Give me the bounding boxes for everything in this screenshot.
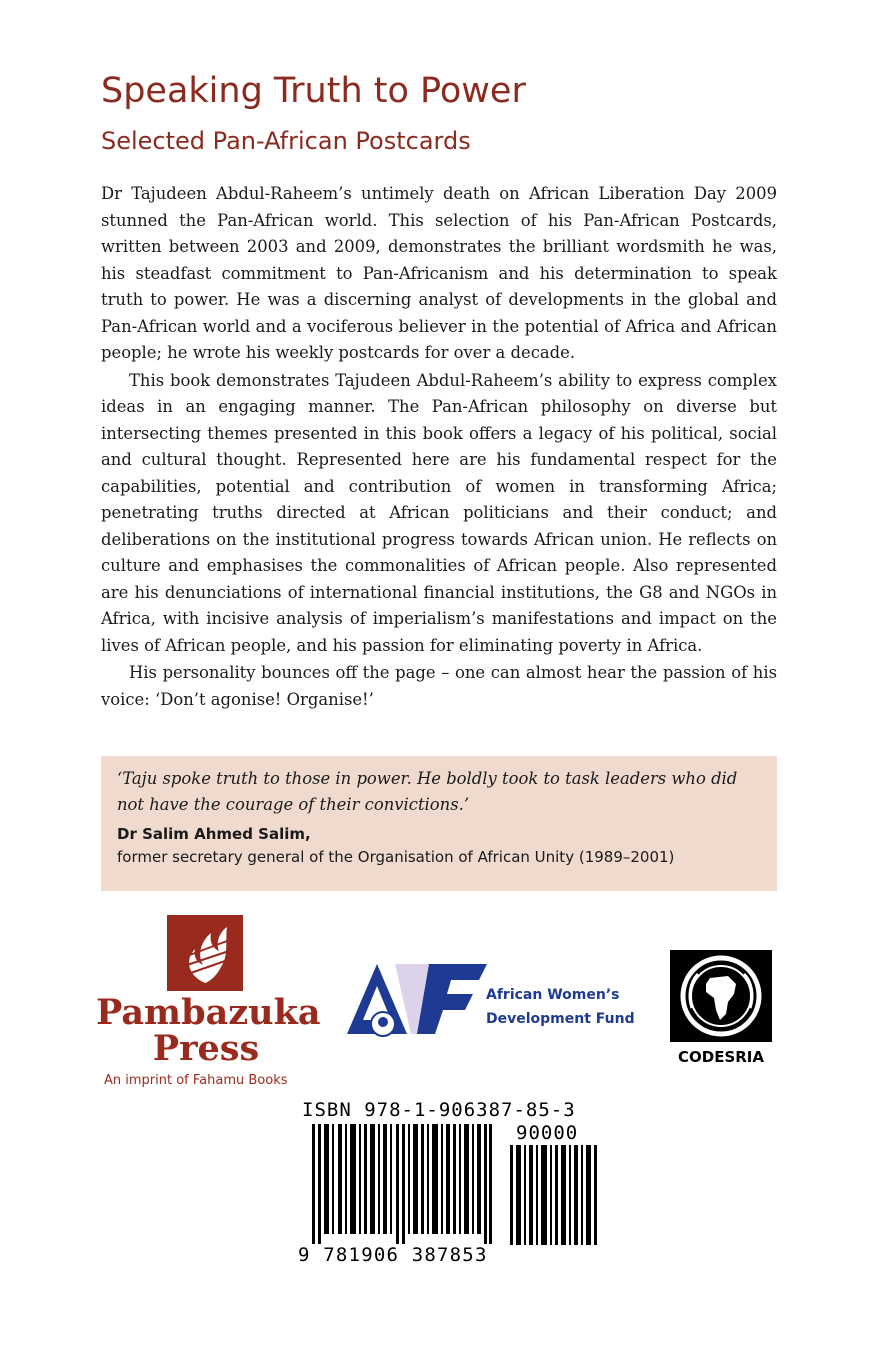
barcode-digits: 9 781906 387853	[298, 1244, 488, 1266]
endorsement-quote: ‘Taju spoke truth to those in power. He boldly took to task leaders who did not have the courage of their convictions.’	[117, 769, 738, 814]
pambazuka-name-line1: Pambazuka	[96, 992, 321, 1033]
blurb-paragraph-1: Dr Tajudeen Abdul-Raheem’s untimely death on African Liberation Day 2009 stunned the Pan-African world. This selection of his Pan-African Postcards, written between 2003 and 2009, demonstrates the brilliant wordsmith he was, his steadfast commitment to Pan-Africanism and his determination to speak truth to power. He was a discerning analyst of developments in the global and Pan-African world and a vociferous believer in the potential of Africa and African people; he wrote his weekly postcards for over a decade.	[101, 184, 777, 362]
awdf-logo-icon	[347, 960, 492, 1040]
awdf-logo-text	[486, 983, 656, 1031]
blurb	[101, 181, 777, 713]
isbn-label: ISBN 978-1-906387-85-3	[302, 1099, 576, 1121]
isbn-barcode	[312, 1124, 492, 1244]
price-barcode	[510, 1145, 598, 1245]
blurb-paragraph-3: His personality bounces off the page – one can almost hear the passion of his voice: ‘Don’t agonise! Organise!’	[101, 663, 777, 709]
blurb-paragraph-2: This book demonstrates Tajudeen Abdul-Raheem’s ability to express complex ideas in an engaging manner. The Pan-African philosophy on diverse but intersecting themes presented in this book offers a legacy of his political, social and cultural thought. Represented here are his fundamental respect for the capabilities, potential and contribution of women in transforming Africa; penetrating truths directed at African politicians and their conduct; and deliberations on the institutional progress towards African union. He reflects on culture and emphasises the commonalities of African people. Also represented are his denunciations of international financial institutions, the G8 and NGOs in Africa, with incisive analysis of imperialism’s manifestations and impact on the lives of African people, and his passion for eliminating poverty in Africa.	[101, 370, 777, 655]
pambazuka-tagline: An imprint of Fahamu Books	[104, 1073, 288, 1088]
endorsement-author: Dr Salim Ahmed Salim,	[117, 825, 311, 843]
endorsement-author-role: former secretary general of the Organisation of African Unity (1989–2001)	[117, 848, 675, 866]
codesria-logo-text: CODESRIA	[677, 1048, 764, 1066]
awdf-name-line2: Development Fund	[486, 1011, 635, 1027]
barcode-price-code: 90000	[516, 1122, 579, 1144]
book-title: Speaking Truth to Power	[101, 71, 526, 111]
codesria-emblem-icon	[670, 950, 772, 1042]
pambazuka-logo-text	[96, 992, 321, 1069]
awdf-name-line1: African Women’s	[486, 987, 620, 1003]
endorsement-quote-box	[101, 756, 777, 891]
book-subtitle: Selected Pan-African Postcards	[101, 127, 471, 155]
pambazuka-name-line2: Press	[152, 1028, 260, 1069]
pambazuka-flame-icon	[167, 915, 243, 991]
